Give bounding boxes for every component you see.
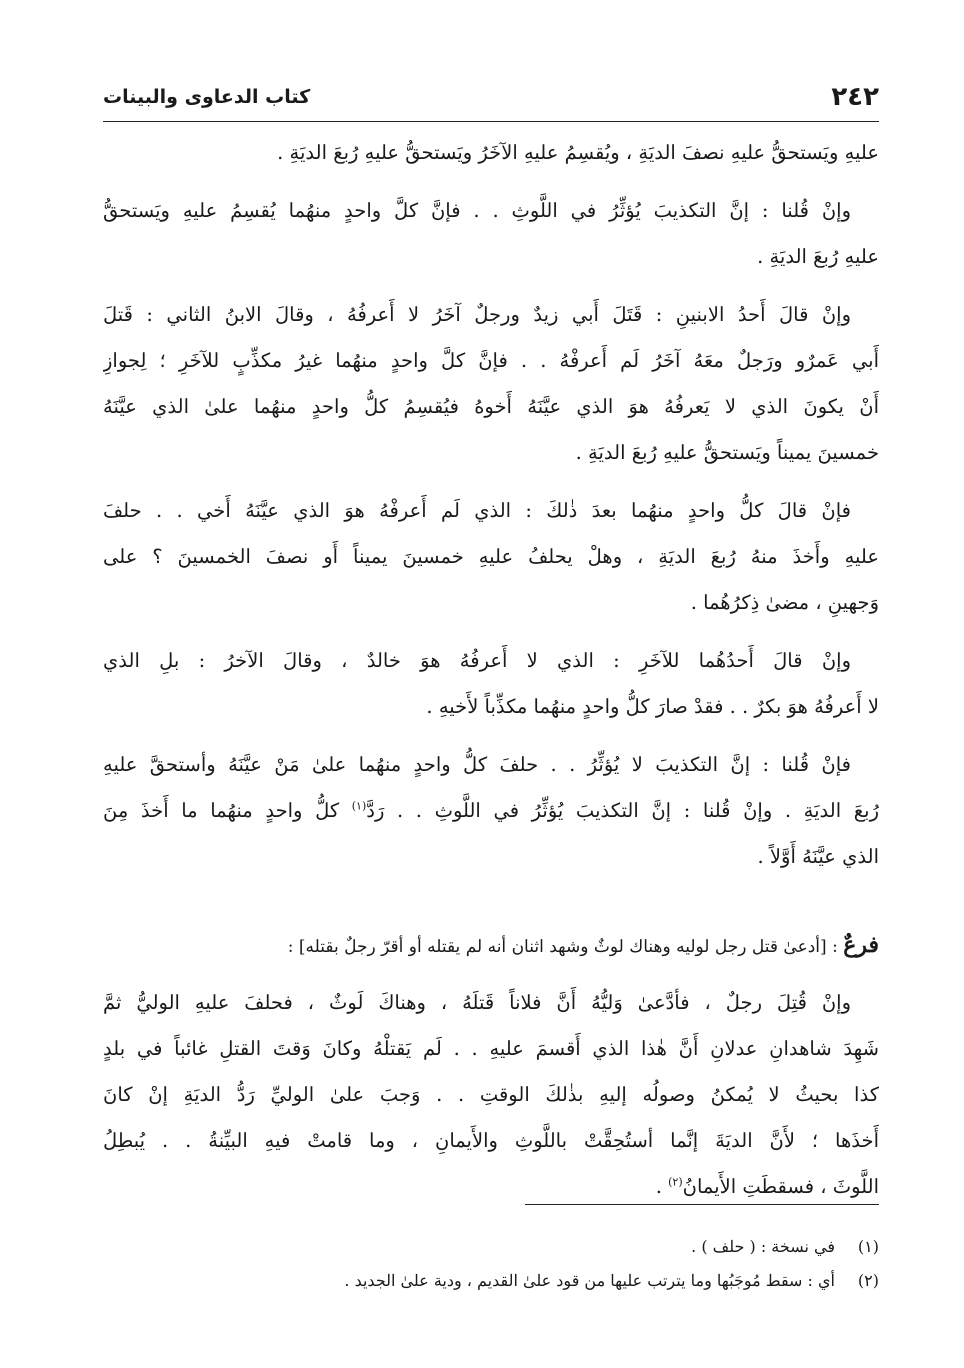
- text-line: وإنْ قُتِلَ رجلٌ ، فأدَّعىٰ وَليُّهُ أَنَّ فلاناً قَتلَهُ ، وهناكَ لَوثٌ ، فحلفَ عليهِ الوليُّ ثمَّ: [103, 991, 851, 1014]
- text-line: أَخذَها ؛ لأَنَّ الديَةَ إنَّما أستُحِقَّتْ باللَّوثِ والأَيمانِ ، وما قامتْ فيهِ البيِّنةُ . . يُبطِلُ: [103, 1129, 879, 1152]
- footnote-text: في نسخة : ( حلف ) .: [691, 1237, 835, 1256]
- text-segment: .: [655, 1175, 669, 1198]
- book-title: كتاب الدعاوى والبينات: [103, 86, 311, 108]
- text-line: شَهِدَ شاهدانِ عدلانِ أَنَّ هٰذا الذي أَقسمَ عليهِ . . لَم يَقتلْهُ وكانَ وَقتَ القتلِ غائباً في بلدٍ: [103, 1037, 879, 1060]
- text-segment: رُبعَ الديَةِ . وإنْ قُلنا : إنَّ التكذيبَ يُؤثِّرُ في اللَّوثِ . . رَدَّ: [366, 799, 879, 822]
- text-line: الذي عيَّنَهُ أَوَّلاً .: [757, 845, 879, 868]
- footnotes: [103, 1230, 879, 1298]
- text-line: وإنْ قُلنا : إنَّ التكذيبَ يُؤثِّرُ في اللَّوثِ . . فإنَّ كلَّ واحدٍ منهُما يُقسِمُ عليهِ ويَستحقُّ: [103, 199, 851, 222]
- footnote-number: (٢): [857, 1271, 879, 1290]
- text-line: كذا بحيثُ لا يُمكنُ وصولُه إليهِ بذٰلكَ الوقتِ . . وَجبَ علىٰ الوليِّ رَدُّ الديَةِ إنْ كانَ: [103, 1083, 879, 1106]
- text-line: عليهِ وأَخذَ منهُ رُبعَ الديَةِ ، وهلْ يحلفُ عليهِ خمسينَ يميناً أَو نصفَ الخمسينَ ؟ على: [103, 545, 879, 568]
- text-line: أَبي عَمرٌو ورَجلٌ معَهُ آخَرُ لَم أَعرفْهُ . . فإنَّ كلَّ واحدٍ منهُما غيرُ مكذِّبٍ للآخَرِ ؛ لِجوازِ: [103, 349, 879, 372]
- text-line: فإنْ قُلنا : إنَّ التكذيبَ لا يُؤثِّرُ . . حلفَ كلُّ واحدٍ منهُما علىٰ مَنْ عيَّنَهُ وأستحقَّ عليهِ: [103, 753, 851, 776]
- header-rule: [103, 121, 879, 122]
- text-line: وَجهينِ ، مضىٰ ذِكرُهُما .: [690, 591, 879, 614]
- page-number: ٢٤٢: [831, 82, 879, 112]
- footnote-number: (١): [857, 1237, 879, 1256]
- branch-heading: [103, 922, 879, 968]
- footnote-rule: [525, 1204, 879, 1205]
- footnote-text: أي : سقط مُوجَبُها وما يترتب عليها من قود علىٰ القديم ، ودية علىٰ الجديد .: [344, 1271, 835, 1290]
- text-line: فإنْ قالَ كلُّ واحدٍ منهُما بعدَ ذٰلكَ : الذي لَم أَعرفْهُ هوَ الذي عيَّنَهُ أَخي . . حلفَ: [103, 499, 851, 522]
- footnote: [103, 1264, 879, 1298]
- text-line: وإنْ قالَ أَحدُ الابنينِ : قَتَلَ أَبي زيدٌ ورجلٌ آخَرُ لا أَعرفُهُ ، وقالَ الابنُ الثاني : قَتلَ: [103, 303, 851, 326]
- text-segment: اللَّوثَ ، فسقطَتِ الأَيمانُ: [682, 1175, 879, 1198]
- branch-label: فرعٌ: [843, 932, 879, 958]
- footnote: [103, 1230, 879, 1264]
- text-line: أَنْ يكونَ الذي لا يَعرفُهُ هوَ الذي عيَّنَهُ أَخوهُ فيُقسِمُ كلُّ واحدٍ منهُما علىٰ الذي عيَّنَهُ: [103, 395, 879, 418]
- branch-title: : [أدعىٰ قتل رجل لوليه وهناك لوثٌ وشهد اثنان أنه لم يقتله أو أقرّ رجلٌ بقتله] :: [287, 937, 844, 957]
- text-line: خمسينَ يميناً ويَستحقُّ عليهِ رُبعَ الديَةِ .: [575, 441, 879, 464]
- footnote-marker[interactable]: (٢): [668, 1175, 683, 1189]
- footnote-marker[interactable]: (١): [351, 799, 367, 813]
- text-line: وإنْ قالَ أَحدُهُما للآخَرِ : الذي لا أَعرفُهُ هوَ خالدٌ ، وقالَ الآخرُ : بلِ الذي: [103, 649, 851, 672]
- text-segment: كلُّ واحدٍ منهُما ما أَخذَ مِنَ: [103, 799, 352, 822]
- text-line: عليهِ ويَستحقُّ عليهِ نصفَ الديَةِ ، ويُقسِمُ عليهِ الآخَرُ ويَستحقُّ عليهِ رُبعَ الديَةِ .: [277, 141, 879, 164]
- text-line: [103, 788, 879, 834]
- text-line: عليهِ رُبعَ الديَةِ .: [757, 245, 879, 268]
- text-line: لا أَعرفُهُ هوَ بكرٌ . . فقدْ صارَ كلُّ واحدٍ منهُما مكذِّباً لأَخيهِ .: [426, 695, 879, 718]
- running-header: [103, 78, 879, 114]
- main-text: [103, 130, 879, 1210]
